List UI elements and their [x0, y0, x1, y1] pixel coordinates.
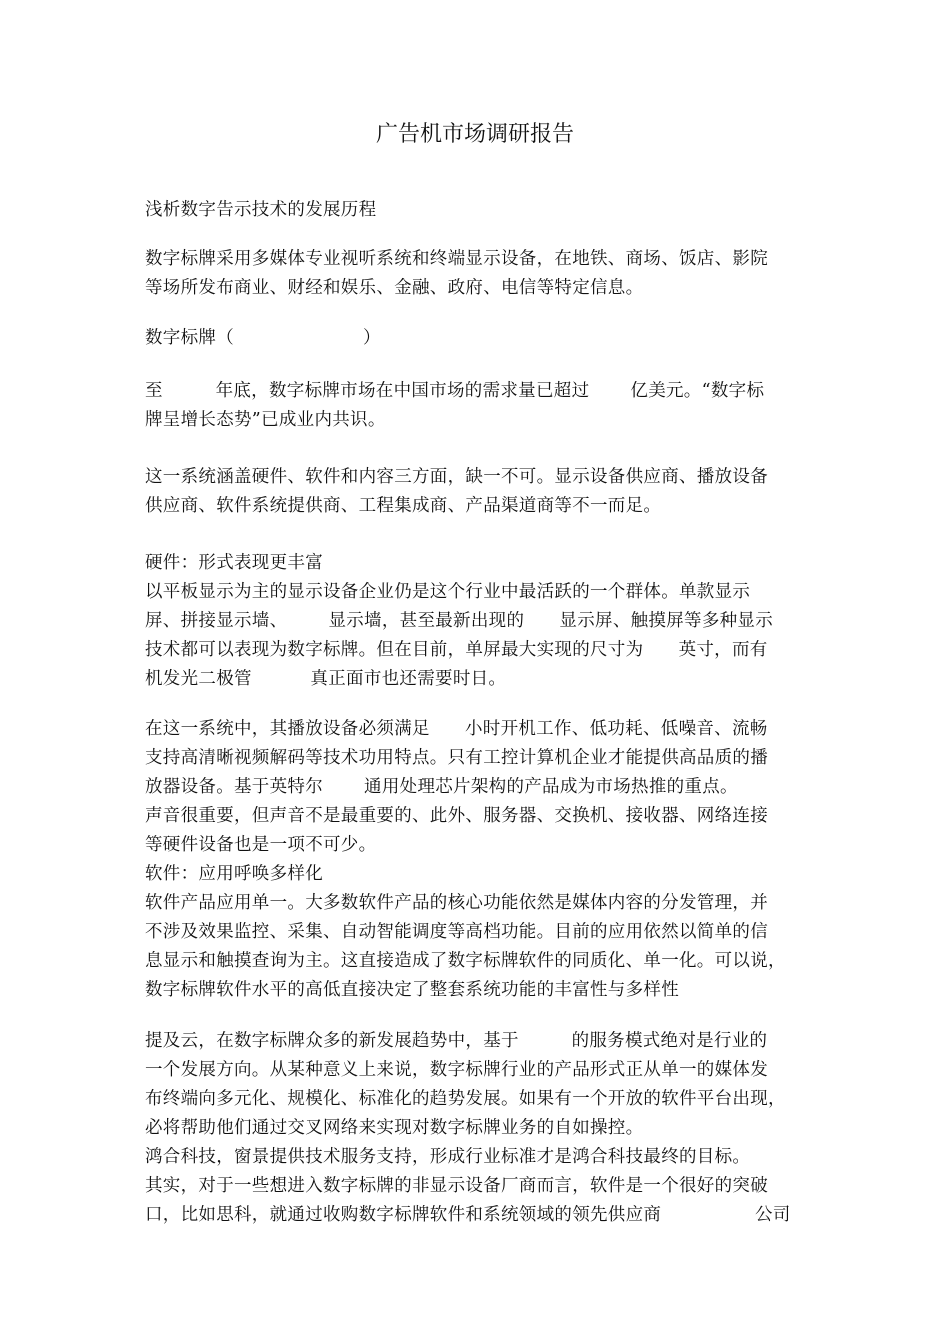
paragraph-line: 息显示和触摸查询为主。这直接造成了数字标牌软件的同质化、单一化。可以说，: [145, 951, 786, 971]
document-title: 广告机市场调研报告: [375, 122, 574, 147]
paragraph-line: 一个发展方向。从某种意义上来说，数字标牌行业的产品形式正从单一的媒体发: [145, 1060, 768, 1080]
paragraph-line: 不涉及效果监控、采集、自动智能调度等高档功能。目前的应用依然以简单的信: [145, 922, 768, 942]
paragraph-line: 软件产品应用单一。大多数软件产品的核心功能依然是媒体内容的分发管理，并: [145, 893, 768, 913]
paragraph-line: 技术都可以表现为数字标牌。但在目前，单屏最大实现的尺寸为 英寸，而有: [145, 640, 768, 660]
paragraph-line: 数字标牌（ ）: [145, 328, 381, 348]
paragraph-line: 口，比如思科，就通过收购数字标牌软件和系统领域的领先供应商 公司: [145, 1205, 791, 1225]
paragraph-line: 在这一系统中，其播放设备必须满足 小时开机工作、低功耗、低噪音、流畅: [145, 719, 768, 739]
paragraph-line: 数字标牌软件水平的高低直接决定了整套系统功能的丰富性与多样性: [145, 980, 679, 1000]
paragraph-line: 鸿合科技，窗景提供技术服务支持，形成行业标准才是鸿合科技最终的目标。: [145, 1147, 751, 1167]
paragraph-line: 等场所发布商业、财经和娱乐、金融、政府、电信等特定信息。: [145, 278, 644, 298]
paragraph-line: 支持高清晰视频解码等技术功用特点。只有工控计算机企业才能提供高品质的播: [145, 748, 768, 768]
paragraph-line: 其实，对于一些想进入数字标牌的非显示设备厂商而言，软件是一个很好的突破: [145, 1176, 768, 1196]
paragraph-line: 等硬件设备也是一项不可少。: [145, 835, 377, 855]
subtitle: 浅析数字告示技术的发展历程: [145, 200, 377, 220]
paragraph-line: 声音很重要，但声音不是最重要的、此外、服务器、交换机、接收器、网络连接: [145, 806, 768, 826]
paragraph-line: 至 年底，数字标牌市场在中国市场的需求量已超过 亿美元。“数字标: [145, 381, 765, 401]
paragraph-line: 这一系统涵盖硬件、软件和内容三方面，缺一不可。显示设备供应商、播放设备: [145, 467, 768, 487]
paragraph-line: 牌呈增长态势”已成业内共识。: [145, 410, 386, 430]
paragraph-line: 供应商、软件系统提供商、工程集成商、产品渠道商等不一而足。: [145, 496, 662, 516]
paragraph-line: 以平板显示为主的显示设备企业仍是这个行业中最活跃的一个群体。单款显示: [145, 582, 751, 602]
paragraph-line: 屏、拼接显示墙、 显示墙，甚至最新出现的 显示屏、触摸屏等多种显示: [145, 611, 774, 631]
section-heading: 硬件：形式表现更丰富: [145, 553, 323, 573]
paragraph-line: 放器设备。基于英特尔 通用处理芯片架构的产品成为市场热推的重点。: [145, 777, 738, 797]
section-heading: 软件：应用呼唤多样化: [145, 864, 323, 884]
paragraph-line: 提及云，在数字标牌众多的新发展趋势中，基于 的服务模式绝对是行业的: [145, 1031, 768, 1051]
paragraph-line: 数字标牌采用多媒体专业视听系统和终端显示设备，在地铁、商场、饭店、影院: [145, 249, 768, 269]
paragraph-line: 机发光二极管 真正面市也还需要时日。: [145, 669, 507, 689]
paragraph-line: 必将帮助他们通过交叉网络来实现对数字标牌业务的自如操控。: [145, 1118, 644, 1138]
paragraph-line: 布终端向多元化、规模化、标准化的趋势发展。如果有一个开放的软件平台出现，: [145, 1089, 786, 1109]
